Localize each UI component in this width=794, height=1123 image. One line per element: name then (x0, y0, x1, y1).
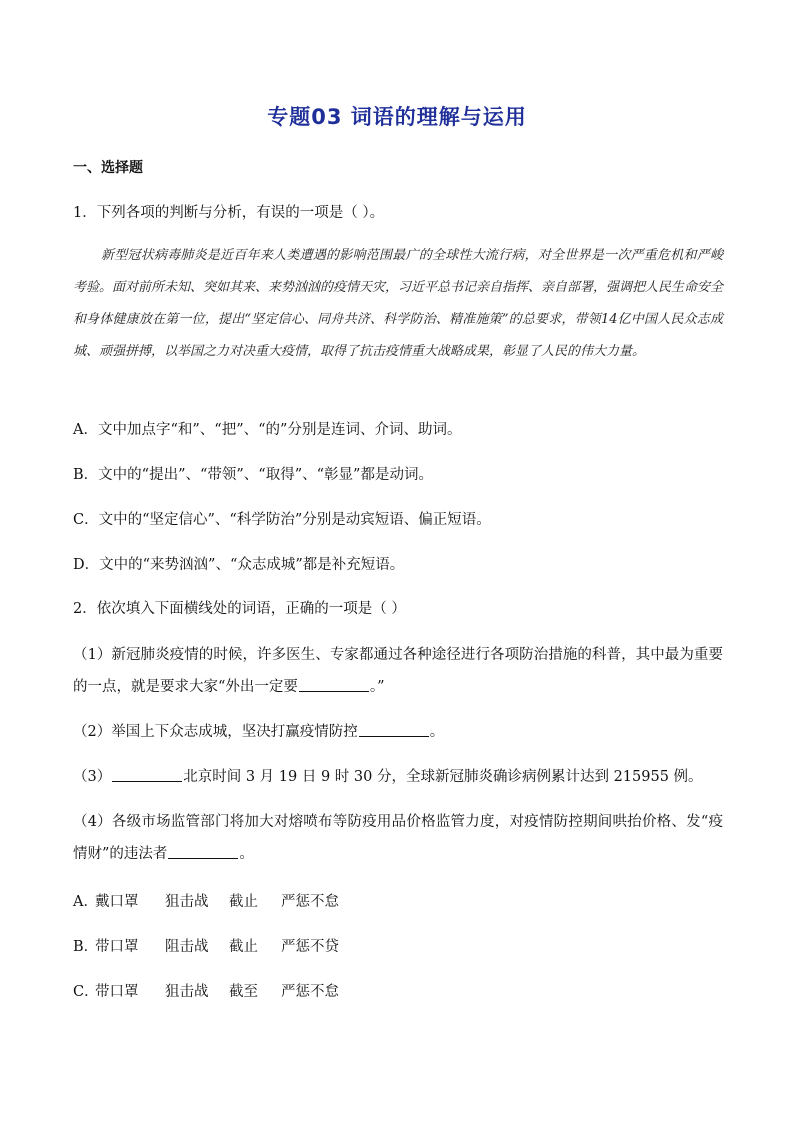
option-word: 阻击战 (165, 939, 209, 955)
q2-sentence-4-end: 。 (239, 846, 254, 862)
q1-option-b: B．文中的“提出”、“带领”、“取得”、“彰显”都是动词。 (73, 467, 433, 483)
q2-option-b (73, 935, 339, 956)
option-word: 严惩不贷 (281, 939, 339, 955)
section-heading: 一、选择题 (73, 160, 143, 176)
q2-option-a (73, 890, 339, 911)
option-key: A． (73, 894, 98, 910)
question-1-stem: 1．下列各项的判断与分析，有误的一项是（ ）。 (73, 205, 385, 221)
option-key: C． (73, 984, 99, 1000)
fill-blank-1 (299, 677, 369, 692)
question-1-passage: 新型冠状病毒肺炎是近百年来人类遭遇的影响范围最广的全球性大流行病，对全世界是一次严重危机和严峻考验。面对前所未知、突如其来、来势汹汹的疫情天灾，习近平总书记亲自指挥、亲自部署，强调把人民生命安全和身体健康放在第一位，提出“坚定信心、同舟共济、科学防治、精准施策”的总要求，带领14亿中国人民众志成城、顽强拼搏，以举国之力对决重大疫情，取得了抗击疫情重大战略成果，彰显了人民的伟大力量。 (73, 248, 724, 359)
q2-sentence-3 (73, 767, 703, 787)
fill-blank-3 (112, 767, 182, 782)
option-key: B． (73, 939, 99, 955)
q2-sentence-2-text: （2）举国上下众志成城，坚决打赢疫情防控 (73, 724, 358, 740)
option-word: 严惩不怠 (281, 984, 339, 1000)
option-word: 截止 (229, 894, 258, 910)
option-word: 截至 (229, 984, 258, 1000)
q2-sentence-3-prefix: （3） (73, 769, 112, 785)
option-word: 狙击战 (165, 984, 209, 1000)
q2-sentence-1-end: 。” (369, 679, 385, 695)
option-word: 带口罩 (95, 939, 139, 955)
fill-blank-4 (168, 844, 238, 859)
fill-blank-2 (359, 722, 429, 737)
question-2-stem: 2．依次填入下面横线处的词语，正确的一项是（ ） (73, 601, 406, 617)
q2-sentence-4-text: （4）各级市场监管部门将加大对熔喷布等防疫用品价格监管力度，对疫情防控期间哄抬价格、发“疫情财”的违法者 (73, 814, 723, 862)
page-title: 专题03 词语的理解与运用 (267, 105, 527, 129)
option-word: 截止 (229, 939, 258, 955)
q2-sentence-2-end: 。 (429, 724, 445, 740)
option-word: 狙击战 (165, 894, 209, 910)
q1-option-c: C．文中的“坚定信心”、“科学防治”分别是动宾短语、偏正短语。 (73, 512, 491, 528)
option-word: 带口罩 (95, 984, 139, 1000)
q2-sentence-4 (73, 806, 723, 870)
q2-sentence-3-text: 北京时间 3 月 19 日 9 时 30 分，全球新冠肺炎确诊病例累计达到 215955 例。 (183, 769, 703, 785)
q2-sentence-1 (73, 639, 723, 703)
q2-option-c (73, 980, 339, 1001)
q1-option-a: A．文中加点字“和”、“把”、“的”分别是连词、介词、助词。 (73, 422, 462, 438)
q2-sentence-2 (73, 722, 444, 742)
option-word: 严惩不怠 (281, 894, 339, 910)
q2-sentence-1-text: （1）新冠肺炎疫情的时候，许多医生、专家都通过各种途径进行各项防治措施的科普，其中最为重要的一点，就是要求大家“外出一定要 (73, 647, 723, 695)
option-word: 戴口罩 (95, 894, 139, 910)
q1-option-d: D．文中的“来势汹汹”、“众志成城”都是补充短语。 (73, 557, 405, 573)
